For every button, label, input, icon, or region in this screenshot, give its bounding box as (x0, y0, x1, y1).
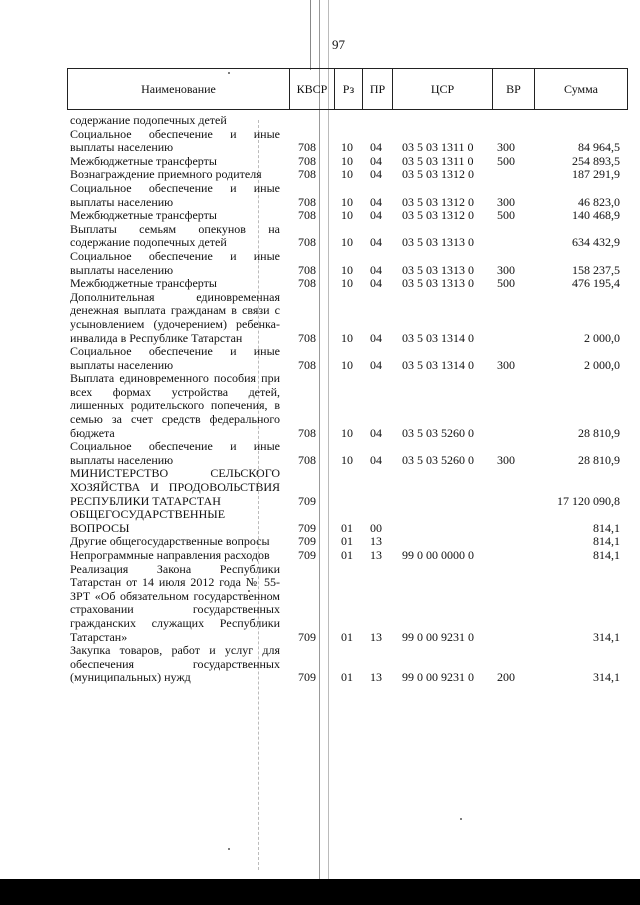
cell-kvsr: 708 (298, 357, 316, 372)
page-number: 97 (332, 37, 345, 52)
cell-sum: 314,1 (593, 670, 620, 685)
cell-rz: 10 (341, 357, 353, 372)
cell-csr: 99 0 00 9231 0 (402, 629, 474, 644)
table-row (0, 467, 640, 508)
row-name: Непрограммные направления расходов (70, 548, 270, 562)
row-name: Социальное обеспечение и иные выплаты населению (70, 439, 280, 467)
cell-rz: 10 (341, 194, 353, 209)
row-name: Закупка товаров, работ и услуг для обеспечения государственных (муниципальных) нужд (70, 643, 280, 685)
cell-pr: 04 (370, 140, 382, 155)
cell-vr: 300 (497, 194, 515, 209)
cell-kvsr: 708 (298, 208, 316, 223)
cell-kvsr: 708 (298, 452, 316, 467)
cell-rz: 10 (341, 262, 353, 277)
cell-pr: 04 (370, 357, 382, 372)
cell-csr: 03 5 03 1313 0 (402, 276, 474, 291)
cell-kvsr: 708 (298, 262, 316, 277)
table-row (0, 440, 640, 467)
cell-csr: 99 0 00 9231 0 (402, 670, 474, 685)
cell-sum: 254 893,5 (572, 153, 620, 168)
cell-sum: 2 000,0 (584, 357, 620, 372)
table-row (0, 535, 640, 549)
cell-kvsr: 709 (298, 520, 316, 535)
scan-speck (228, 848, 230, 850)
cell-sum: 28 810,9 (578, 425, 620, 440)
cell-csr: 03 5 03 5260 0 (402, 452, 474, 467)
table-row (0, 223, 640, 250)
row-name: содержание подопечных детей (70, 113, 227, 127)
cell-sum: 814,1 (593, 548, 620, 562)
table-body (0, 114, 640, 685)
header-csr: ЦСР (393, 69, 493, 109)
table-row (0, 168, 640, 182)
cell-kvsr: 708 (298, 276, 316, 291)
cell-pr: 13 (370, 629, 382, 644)
row-name: Социальное обеспечение и иные выплаты населению (70, 180, 280, 209)
cell-pr: 04 (370, 276, 382, 291)
cell-vr: 300 (497, 452, 515, 467)
cell-rz: 10 (341, 330, 353, 345)
cell-sum: 140 468,9 (572, 208, 620, 223)
row-name: Социальное обеспечение и иные выплаты населению (70, 248, 280, 277)
cell-csr: 03 5 03 1313 0 (402, 262, 474, 277)
cell-rz: 10 (341, 208, 353, 223)
header-name: Наименование (68, 69, 290, 109)
header-kvsr: КВСР (290, 69, 335, 109)
header-vr: ВР (493, 69, 535, 109)
cell-sum: 17 120 090,8 (557, 493, 620, 508)
cell-vr: 300 (497, 262, 515, 277)
cell-kvsr: 709 (298, 493, 316, 508)
cell-pr: 13 (370, 534, 382, 549)
cell-vr: 200 (497, 670, 515, 685)
cell-rz: 10 (341, 140, 353, 155)
row-name: Межбюджетные трансферты (70, 153, 217, 168)
table-row (0, 114, 640, 128)
table-header (67, 68, 628, 110)
row-name: Выплата единовременного пособия при всех формах устройства детей, лишенных родительского попечения, в семью за счет средств федерального бюджета (70, 371, 280, 440)
row-name: Межбюджетные трансферты (70, 208, 217, 223)
cell-vr: 500 (497, 276, 515, 291)
cell-kvsr: 709 (298, 629, 316, 644)
cell-kvsr: 708 (298, 167, 316, 182)
cell-rz: 01 (341, 520, 353, 535)
cell-kvsr: 708 (298, 425, 316, 440)
cell-rz: 01 (341, 670, 353, 685)
cell-sum: 2 000,0 (584, 330, 620, 345)
cell-kvsr: 708 (298, 153, 316, 168)
cell-sum: 814,1 (593, 534, 620, 549)
cell-sum: 314,1 (593, 629, 620, 644)
table-row (0, 250, 640, 277)
table-row (0, 549, 640, 563)
table-row (0, 372, 640, 440)
cell-csr: 03 5 03 1313 0 (402, 235, 474, 250)
row-name: Вознаграждение приемного родителя (70, 167, 262, 182)
row-name: Другие общегосударственные вопросы (70, 534, 270, 549)
cell-csr: 99 0 00 0000 0 (402, 548, 474, 562)
row-name: Социальное обеспечение и иные выплаты населению (70, 126, 280, 155)
cell-csr: 03 5 03 5260 0 (402, 425, 474, 440)
cell-pr: 04 (370, 235, 382, 250)
cell-kvsr: 708 (298, 235, 316, 250)
cell-kvsr: 709 (298, 548, 316, 562)
header-pr: ПР (363, 69, 393, 109)
cell-pr: 04 (370, 208, 382, 223)
cell-sum: 187 291,9 (572, 167, 620, 182)
row-name: Реализация Закона Республики Татарстан от 14 июля 2012 года № 55-ЗРТ «Об обязательном государственном страховании государственных гражданских служащих Республики Татарстан» (70, 561, 280, 644)
cell-pr: 13 (370, 670, 382, 685)
table-row (0, 128, 640, 155)
cell-kvsr: 708 (298, 140, 316, 155)
row-name: ОБЩЕГОСУДАРСТВЕННЫЕ ВОПРОСЫ (70, 507, 226, 535)
table-row (0, 182, 640, 209)
cell-rz: 10 (341, 235, 353, 250)
cell-sum: 28 810,9 (578, 452, 620, 467)
cell-rz: 01 (341, 629, 353, 644)
cell-rz: 10 (341, 153, 353, 168)
cell-kvsr: 709 (298, 534, 316, 549)
cell-vr: 500 (497, 153, 515, 168)
cell-sum: 476 195,4 (572, 276, 620, 291)
cell-rz: 10 (341, 425, 353, 440)
cell-csr: 03 5 03 1312 0 (402, 167, 474, 182)
table-row (0, 291, 640, 345)
cell-pr: 04 (370, 452, 382, 467)
header-sum: Сумма (564, 81, 598, 96)
cell-kvsr: 708 (298, 330, 316, 345)
cell-rz: 01 (341, 534, 353, 549)
cell-vr: 500 (497, 208, 515, 223)
cell-csr: 03 5 03 1311 0 (402, 140, 474, 155)
cell-vr: 300 (497, 140, 515, 155)
cell-pr: 04 (370, 153, 382, 168)
row-name: Межбюджетные трансферты (70, 276, 217, 291)
cell-sum: 634 432,9 (572, 235, 620, 250)
cell-pr: 04 (370, 425, 382, 440)
cell-pr: 04 (370, 262, 382, 277)
table-row (0, 345, 640, 372)
table-row (0, 209, 640, 223)
cell-pr: 04 (370, 167, 382, 182)
cell-sum: 814,1 (593, 520, 620, 535)
cell-csr: 03 5 03 1314 0 (402, 357, 474, 372)
scan-border (0, 879, 640, 905)
cell-vr: 300 (497, 357, 515, 372)
cell-csr: 03 5 03 1312 0 (402, 194, 474, 209)
cell-pr: 04 (370, 194, 382, 209)
cell-sum: 158 237,5 (572, 262, 620, 277)
cell-pr: 13 (370, 548, 382, 562)
row-name: Социальное обеспечение и иные выплаты населению (70, 344, 280, 372)
cell-rz: 10 (341, 276, 353, 291)
row-name: МИНИСТЕРСТВО СЕЛЬСКОГО ХОЗЯЙСТВА И ПРОДОВОЛЬСТВИЯ РЕСПУБЛИКИ ТАТАРСТАН (70, 466, 280, 508)
cell-kvsr: 708 (298, 194, 316, 209)
cell-kvsr: 709 (298, 670, 316, 685)
table-row (0, 508, 640, 535)
scan-speck (460, 818, 462, 820)
scan-line (310, 0, 311, 70)
cell-sum: 84 964,5 (578, 140, 620, 155)
cell-csr: 03 5 03 1312 0 (402, 208, 474, 223)
cell-csr: 03 5 03 1311 0 (402, 153, 474, 168)
cell-rz: 10 (341, 452, 353, 467)
cell-csr: 03 5 03 1314 0 (402, 330, 474, 345)
cell-pr: 00 (370, 520, 382, 535)
cell-pr: 04 (370, 330, 382, 345)
table-row (0, 277, 640, 291)
table-row (0, 155, 640, 169)
header-rz: Рз (335, 69, 363, 109)
table-row (0, 563, 640, 645)
cell-sum: 46 823,0 (578, 194, 620, 209)
row-name: Дополнительная единовременная денежная выплата гражданам в связи с усыновлением (удочерением) ребенка-инвалида в Республике Татарстан (70, 289, 280, 345)
cell-rz: 10 (341, 167, 353, 182)
row-name: Выплаты семьям опекунов на содержание подопечных детей (70, 221, 280, 250)
cell-rz: 01 (341, 548, 353, 562)
table-row (0, 644, 640, 685)
